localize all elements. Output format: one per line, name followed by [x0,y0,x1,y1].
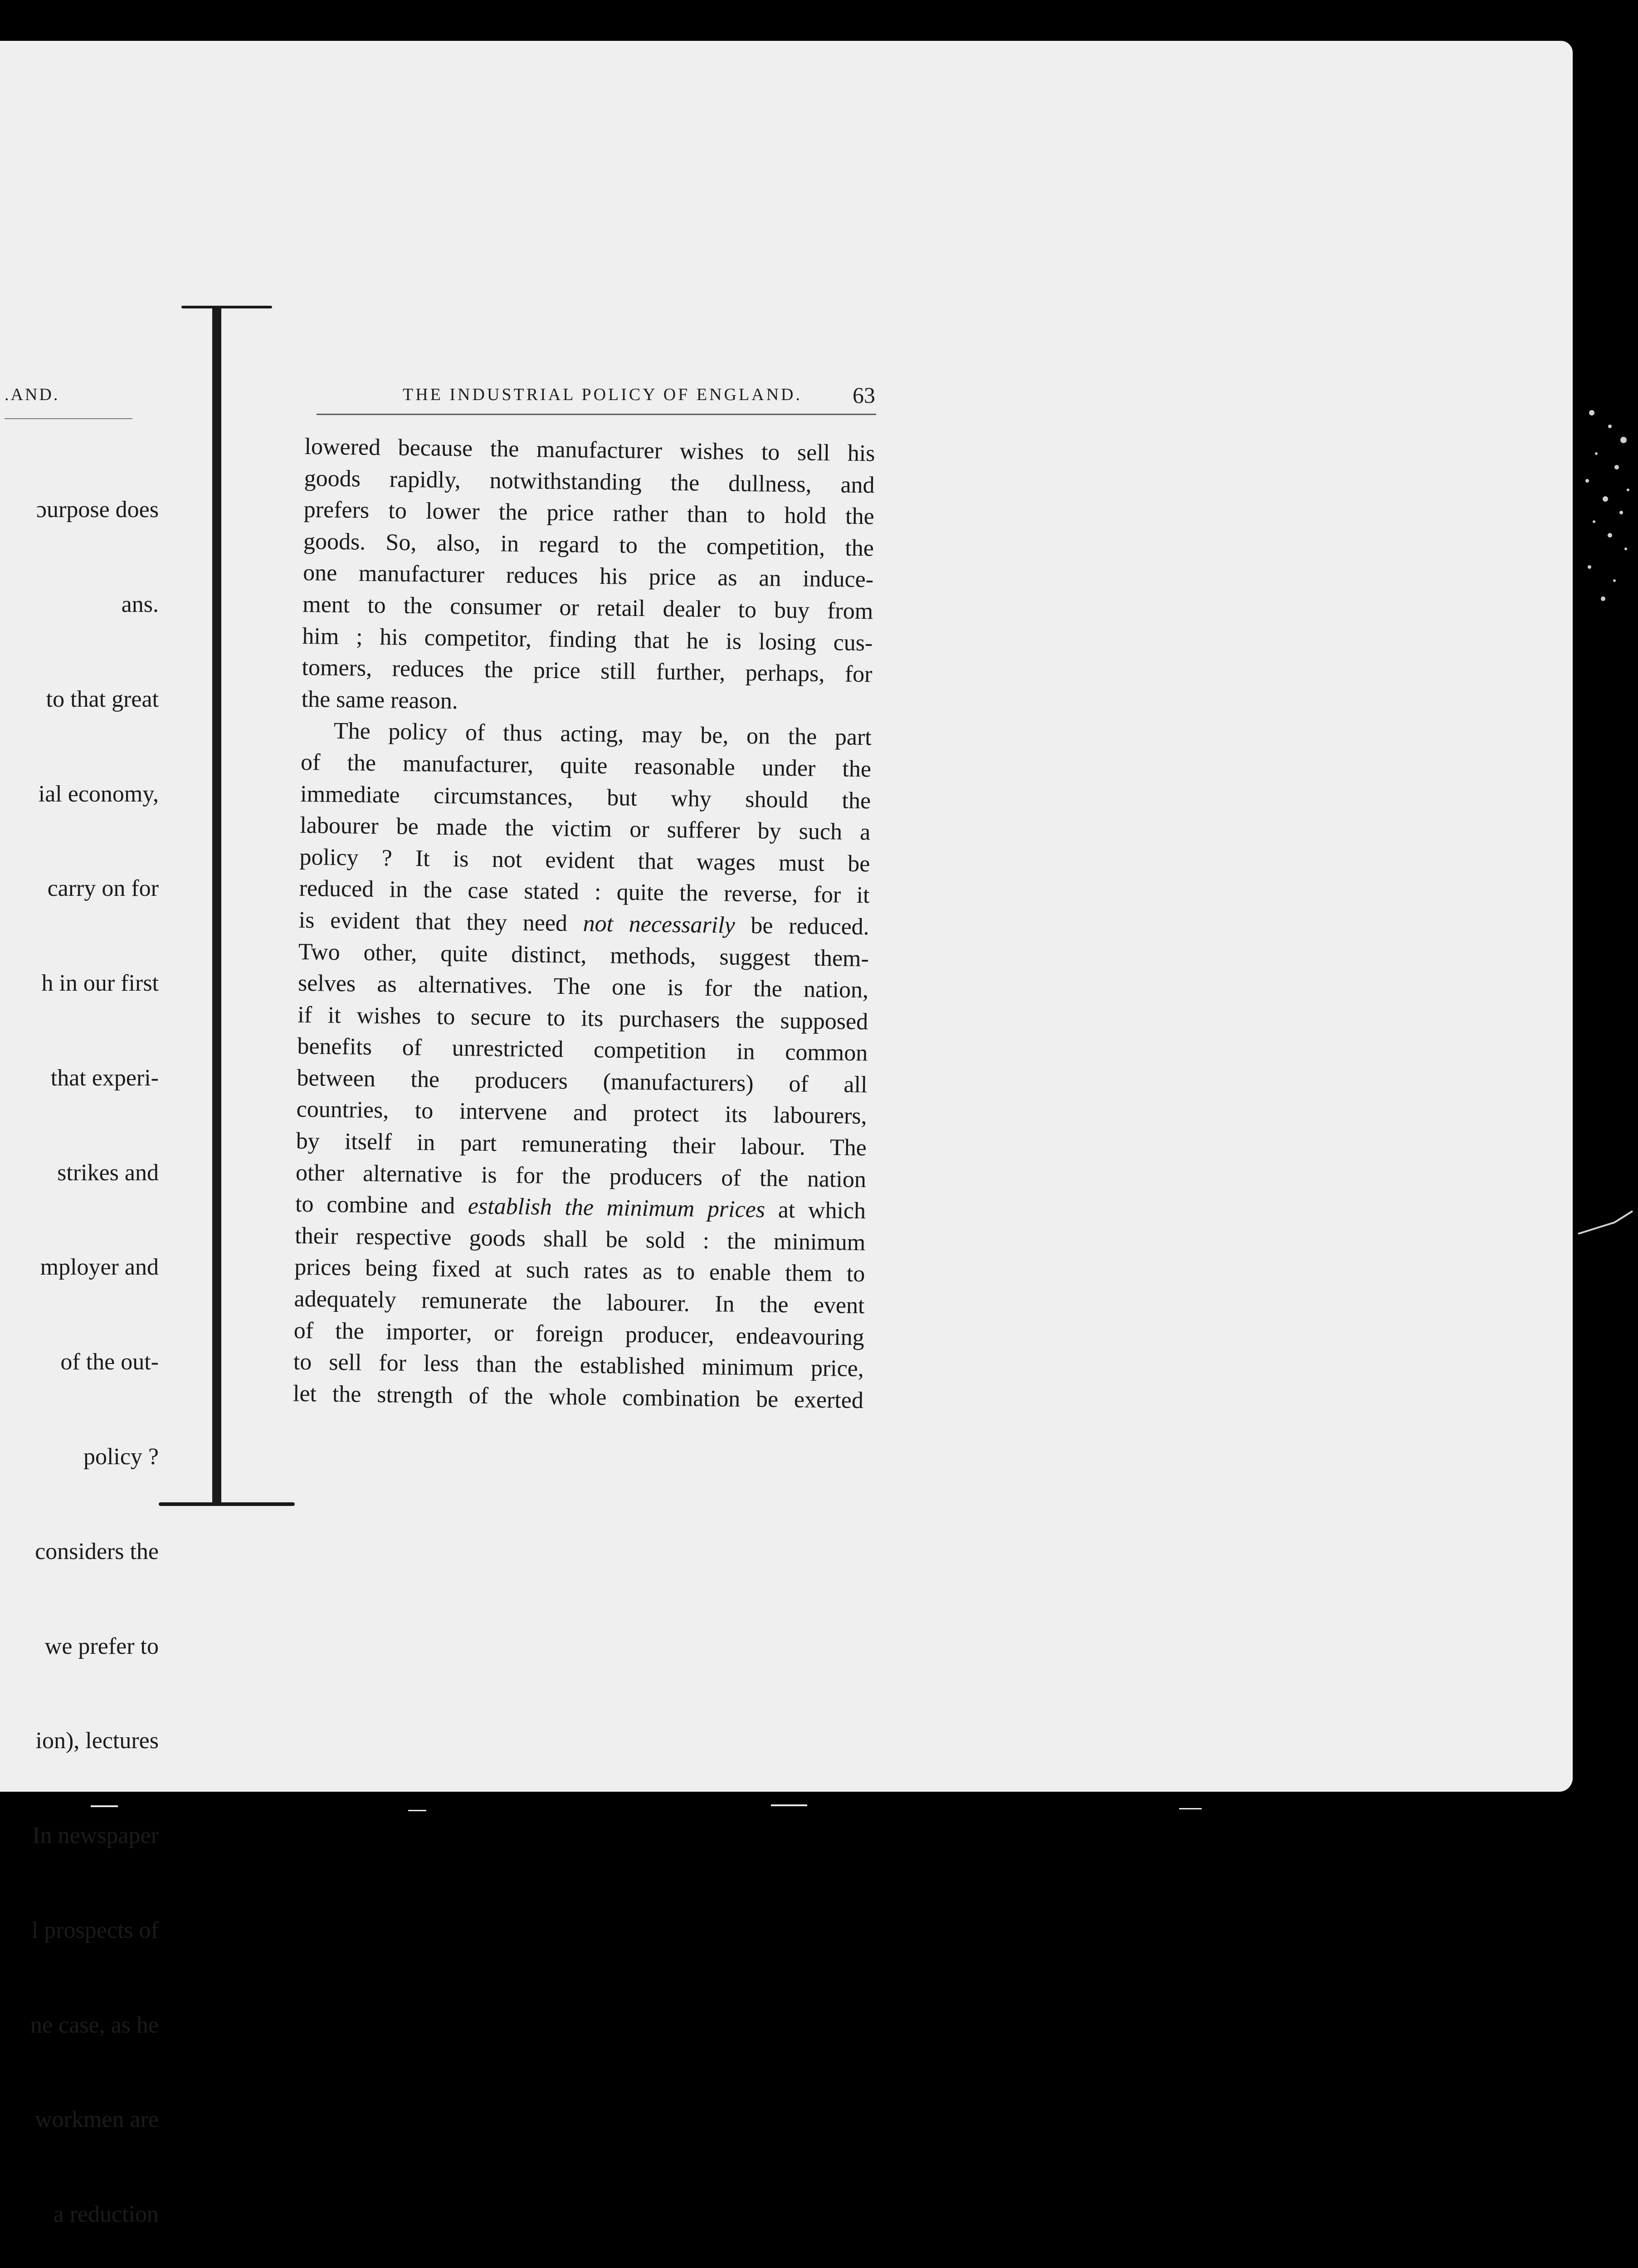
left-line: a reduction [53,2201,159,2228]
text-line: if it wishes to secure to its purchasers the supposed [297,1002,868,1035]
left-line: strikes and [57,1159,159,1186]
page-body-text [293,431,875,1417]
text-line: adequately remunerate the labourer. In the event [294,1286,865,1319]
text-line: selves as alternatives. The one is for the nation, [297,970,869,1003]
text-line: their respective goods shall be sold : the minimum [294,1222,866,1256]
text-line: reduced in the case stated : quite the reverse, for it [299,875,870,909]
running-head [317,382,875,412]
text-line: Two other, quite distinct, methods, suggest them- [298,938,869,972]
text-line: goods. So, also, in regard to the competition, the [303,528,874,562]
left-line: that experi- [50,1065,159,1091]
text-line: tomers, reduces the price still further, perhaps, for [302,655,873,688]
left-line: workmen are [35,2107,159,2133]
italic-emphasis: establish the minimum prices [468,1193,765,1223]
text-line: of the importer, or foreign producer, endeavouring [293,1317,865,1350]
text-line: him ; his competitor, finding that he is losing cus- [302,623,873,656]
gutter-ornament-top [181,306,272,308]
text-line: other alternative is for the producers of the nation [295,1159,867,1193]
left-line: In newspaper [32,1823,159,1849]
text-line: policy ? It is not evident that wages must be [299,844,870,877]
text-line: benefits of unrestricted competition in common [297,1033,868,1066]
left-line: considers the [35,1538,159,1564]
text-line: labourer be made the victim or sufferer by such a [300,812,871,846]
paragraph-first-line: The policy of thus acting, may be, on the part [333,718,872,751]
text-line: prices being fixed at such rates as to enable them to [294,1254,865,1287]
italic-emphasis: not necessarily [583,910,736,938]
head-rule [317,414,876,415]
left-head-rule [5,418,132,419]
scan-noise [1578,386,1638,640]
text-line: goods rapidly, notwithstanding the dullness, and [304,465,875,498]
left-line: ɔurpose does [36,497,159,523]
scan-noise-bottom [0,1792,1638,1840]
left-line: mployer and [40,1254,159,1281]
text-line: immediate circumstances, but why should the [300,781,871,814]
scan-noise-lower [1574,1198,1638,1270]
left-page-text [19,431,159,2268]
left-line: we prefer to [44,1633,159,1659]
left-line: ial economy, [38,781,159,807]
text-line: of the manufacturer, quite reasonable under the [300,749,872,782]
text-line-with-italic: to combine and establish the minimum prices at which [295,1191,866,1224]
left-line: ans. [121,591,159,617]
text-line: between the producers (manufacturers) of all [297,1065,868,1098]
text-line: to sell for less than the established minimum price, [293,1349,864,1382]
text-line: by itself in part remunerating their labour. The [296,1128,867,1161]
text-line: ment to the consumer or retail dealer to buy from [302,591,873,625]
gutter-ornament-bar [212,308,221,1506]
left-running-head: .AND. [5,385,60,404]
left-line: h in our first [41,970,159,997]
text-line: the same reason. [301,686,458,714]
text-line: countries, to intervene and protect its labourers, [296,1096,867,1129]
left-line: ion), lectures [35,1728,159,1754]
text-line: one manufacturer reduces his price as an induce- [302,560,874,593]
left-line: ne case, as he [30,2012,159,2038]
text-line: let the strength of the whole combination be exerted [292,1380,864,1414]
text-line: prefers to lower the price rather than to hold the [303,497,875,530]
text-line-with-italic: is evident that they need not necessarily be reduced. [298,907,870,940]
left-line: policy ? [83,1444,159,1470]
left-line: l prospects of [31,1917,159,1943]
left-line: of the out- [60,1349,159,1375]
left-line: carry on for [47,875,159,902]
running-title: THE INDUSTRIAL POLICY OF ENGLAND. [403,385,802,404]
left-line: to that great [46,686,159,712]
gutter-ornament-bottom [159,1502,295,1506]
page-number: 63 [853,382,875,408]
text-line: lowered because the manufacturer wishes to sell his [304,433,875,467]
